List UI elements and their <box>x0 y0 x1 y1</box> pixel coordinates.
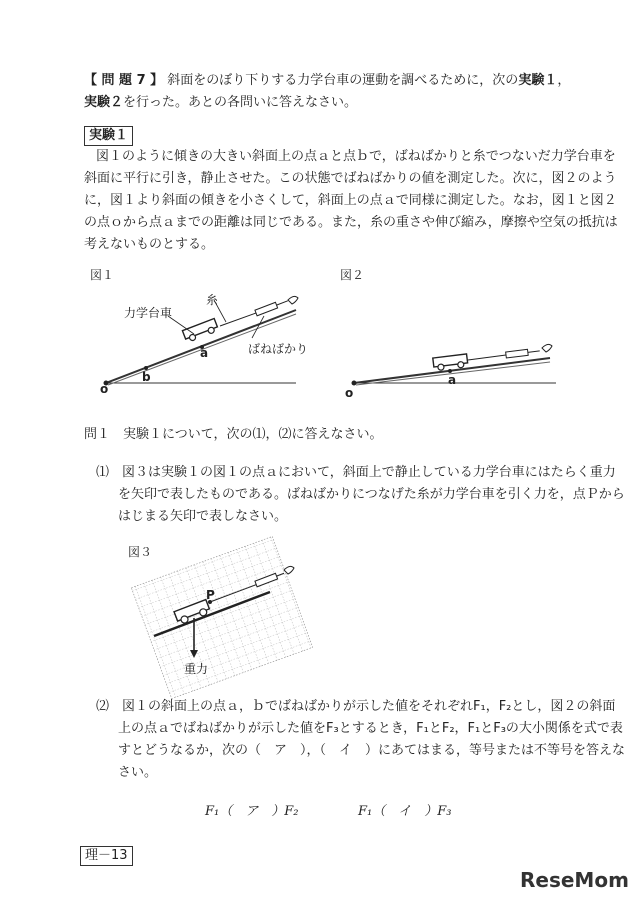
problem-intro-b: を行った。あとの各問いに答えなさい。 <box>123 95 358 110</box>
q2-line1: ⑵ 図１の斜面上の点ａ，ｂでばねばかりが示した値をそれぞれF₁，F₂とし，図２の斜面 <box>96 699 616 714</box>
figure2-spring-scale <box>506 348 540 358</box>
experiment1-line3: に，図１より斜面の傾きを小さくして，斜面上の点ａで同様に測定した。なお，図１と図２ <box>84 193 617 208</box>
figure3-grid <box>131 536 312 698</box>
figure1-title: 図１ <box>90 268 115 282</box>
figure1-spring-scale <box>255 298 289 316</box>
q1-sub1-line2: を矢印で表したものである。ばねばかりにつなげた糸が力学台車を引く力を，点Ｐから <box>118 487 625 502</box>
figure1-label-scale: ばねばかり <box>248 342 309 356</box>
figure1-point-b: b <box>142 370 151 384</box>
experiment1-line1: 図１のように傾きの大きい斜面上の点ａと点ｂで，ばねばかりと糸でつないだ力学台車を <box>96 149 616 164</box>
figure2-point-o-dot <box>352 381 357 386</box>
figure3-diagram <box>134 552 314 688</box>
figure1-label-cart: 力学台車 <box>124 306 173 320</box>
problem-header-line2 <box>84 92 357 114</box>
figure2-hand-icon <box>542 344 552 352</box>
q2-line2: 上の点ａでばねばかりが示した値をF₃とするとき，F₁とF₂，F₁とF₃の大小関係を式で表 <box>118 721 623 736</box>
experiment1-line2: 斜面に平行に引き，静止させた。この状態でばねばかりの値を測定した。次に，図２のよう <box>84 171 617 186</box>
figure1-point-a: a <box>200 346 209 360</box>
figure1-point-o: o <box>100 382 109 396</box>
problem-intro-exp1: 実験１ <box>518 73 558 88</box>
q2-formula1: F₁（ ア ）F₂ <box>205 804 299 819</box>
experiment1-line4: の点ｏから点ａまでの距離は同じである。また，糸の重さや伸び縮み，摩擦や空気の抵抗は <box>84 215 618 230</box>
experiment1-line5: 考えないものとする。 <box>84 237 215 252</box>
figure2-title: 図２ <box>340 268 365 282</box>
figure1-string <box>220 313 256 326</box>
problem-intro-exp2: 実験２ <box>84 95 124 110</box>
problem-intro-comma: ， <box>557 73 571 88</box>
figure1-cart <box>182 318 218 342</box>
figure1-label-string: 糸 <box>206 293 219 307</box>
figure1-hand-icon <box>288 296 298 304</box>
q1-sub1-line3: はじまる矢印で表しなさい。 <box>118 509 288 524</box>
q2-line3: すとどうなるか，次の（ ア ），（ イ ）にあてはまる，等号または不等号を答えな <box>118 743 626 758</box>
problem-intro-a: 斜面をのぼり下りする力学台車の運動を調べるために，次の <box>167 73 519 88</box>
figure3-point-p: P <box>206 588 215 602</box>
figure3-title: 図３ <box>128 545 153 559</box>
figure2-point-a: a <box>448 373 457 387</box>
problem-number: 【 問 題 7 】 <box>84 73 164 88</box>
figure2-string <box>468 355 506 360</box>
figure3-label-gravity: 重力 <box>184 662 209 676</box>
resemom-logo: ReseMom <box>520 868 629 892</box>
experiment1-label: 実験１ <box>84 126 133 146</box>
q2-formula2: F₁（ イ ）F₃ <box>358 804 452 819</box>
q2-line4: さい。 <box>118 765 158 780</box>
q1-sub1-line1: ⑴ 図３は実験１の図１の点ａにおいて，斜面上で静止している力学台車にはたらく重力 <box>96 465 616 480</box>
figure2-point-o: o <box>345 386 354 400</box>
q1-text: 問１ 実験１について，次の⑴，⑵に答えなさい。 <box>84 427 383 442</box>
problem-header-line1 <box>84 70 570 92</box>
page-label: 理－13 <box>80 846 133 866</box>
